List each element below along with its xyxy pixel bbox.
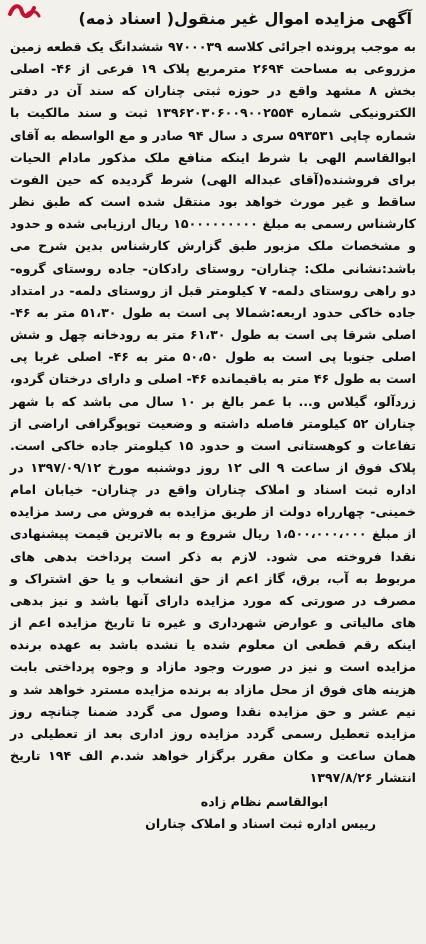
signature-block	[10, 791, 416, 835]
signature-name: ابوالقاسم نظام زاده	[200, 794, 328, 810]
notice-body	[10, 36, 416, 789]
notice-body-text: به موجب پرونده اجرائی کلاسه ۹۷۰۰۰۳۹ ششدانگ یک قطعه زمین مزروعی به مساحت ۲۶۹۴ مترمربع پلاک ۱۹ فرعی از ۴۶- اصلی بخش ۸ مشهد واقع در حوزه ثبتی چناران که سند آن در دفتر الکترونیکی شماره ۱۳۹۶۲۰۳۰۶۰۰۹۰۰۲۵۵۴ ثبت و سند مالکیت با شماره چاپی ۵۹۳۵۳۱ سری د سال ۹۴ صادر و مع الواسطه به آقای ابوالقاسم الهی با شرط اینکه منافع ملک مذکور مادام الحیات برای فروشنده(آقای عبداله الهی) شرط گردیده که حین الفوت ساقط و غیر مورث خواهد بود منتقل شده است که طبق نظر کارشناس رسمی به مبلغ ۱۵۰۰۰۰۰۰۰۰۰ ریال ارزیابی شده و حدود و مشخصات ملک مزبور طبق گزارش کارشناس بدین شرح می باشد:نشانی ملک: چناران- روستای رادکان- جاده روستای گروه- دو راهی روستای دلمه- ۷ کیلومتر قبل از روستای دلمه- در امتداد جاده خاکی حدود اربعه:شمالا پی است به طول ۵۱،۳۰ متر به ۴۶- اصلی شرقا پی است به طول ۶۱،۳۰ متر به رودخانه چهل و شش اصلی جنوبا پی است به طول ۵۰،۵۰ متر به ۴۶- اصلی غربا پی است به طول ۴۶ متر به باقیمانده ۴۶- اصلی و دارای درختان گردو، زردآلو، گیلاس و... با عمر بالغ بر ۱۰ سال می باشد که با شهر چناران ۵۲ کیلومتر فاصله داشته و وضعیت توپوگرافی اراضی از تفاعات و کوهستانی است و حدود ۱۵ کیلومتر جاده خاکی است. پلاک فوق از ساعت ۹ الی ۱۲ روز دوشنبه مورخ ۱۳۹۷/۰۹/۱۲ در اداره ثبت اسناد و املاک چناران واقع در چناران- خیابان امام خمینی- چهارراه دولت از طریق مزایده به فروش می رسد مزایده از مبلغ ۱،۵۰۰،۰۰۰،۰۰۰ ریال شروع و به بالاترین قیمت پیشنهادی نقدا فروخته می شود. لازم به ذکر است پرداخت بدهی های مربوط به آب، برق، گاز اعم از حق انشعاب و یا حق اشتراک و مصرف در صورتی که مورد مزایده دارای آنها باشد و نیز بدهی های مالیاتی و عوارض شهرداری و غیره تا تاریخ مزایده اعم از اینکه رقم قطعی ان معلوم شده یا نشده باشد به عهده برنده مزایده است و نیز در صورت وجود مازاد و وجوه پرداختی بابت هزینه های فوق از محل مازاد به برنده مزایده مسترد خواهد شد و نیم عشر و حق مزایده نقدا وصول می گردد ضمنا چنانچه روز مزایده تعطیل رسمی گردد مزایده روز اداری بعد از تعطیلی در همان ساعت و مکان مقرر برگزار خواهد شد.م الف ۱۹۴ تاریخ انتشار ۱۳۹۷/۸/۲۶	[10, 39, 417, 786]
newspaper-logo-icon	[6, 0, 42, 22]
signature-office: رییس اداره ثبت اسناد و املاک چناران	[145, 816, 376, 832]
notice-title: آگهی مزایده اموال غیر منقول( اسناد ذمه)	[78, 9, 412, 28]
